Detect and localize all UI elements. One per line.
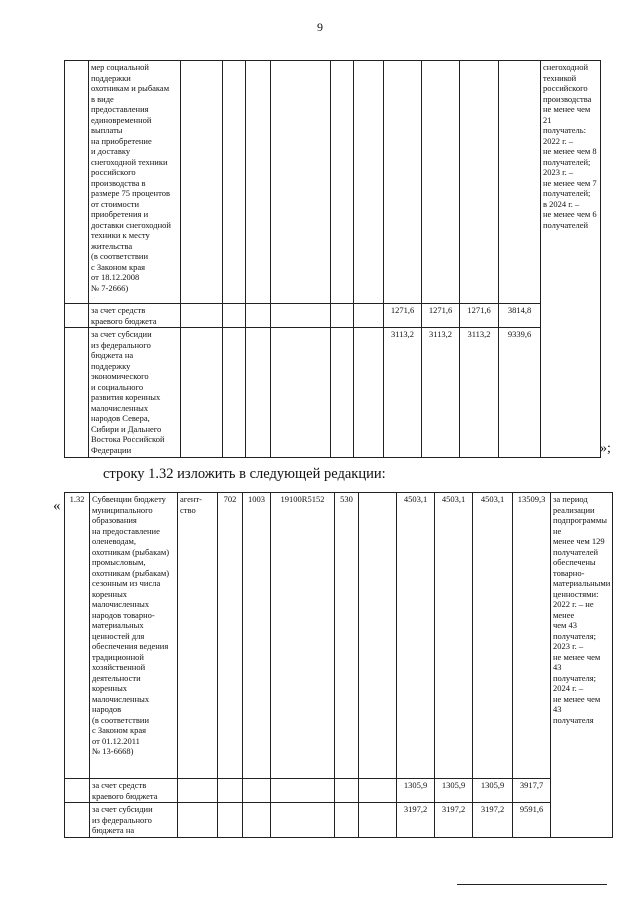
value-2023-cell: 3197,2 [435, 803, 473, 838]
section-cell: 1003 [243, 493, 271, 779]
value-2023-cell: 1271,6 [422, 304, 460, 328]
value-2023-cell: 3113,2 [422, 328, 460, 458]
value-2024-cell: 3197,2 [473, 803, 513, 838]
row-number-cell: 1.32 [65, 493, 90, 779]
funding-source-cell: за счет средств краевого бюджета [89, 304, 181, 328]
grbs-cell: 702 [218, 493, 243, 779]
funding-source-cell: за счет субсидии из федерального бюджета на [90, 803, 178, 838]
funding-source-cell: за счет субсидии из федерального бюджета на поддержку экономического и социального развития коренных малочисленных народов Севера, Сибири и Дальнего Востока Российской Федерации [89, 328, 181, 458]
closing-quote: »; [600, 441, 611, 456]
table-row [65, 779, 613, 803]
page-number: 9 [317, 20, 323, 34]
table-row [65, 803, 613, 838]
value-2022-cell: 3197,2 [397, 803, 435, 838]
target-article-cell: 19100R5152 [271, 493, 335, 779]
table-row [65, 493, 613, 779]
measure-name-cell: мер социальной поддержки охотникам и рыбакам в виде предоставления единовременной выплаты на приобретение и доставку снегоходной техники российского производства в размере 75 процентов от стоимости приобретения и доставки снегоходной техники к месту жительства (в соответствии с Законом края от 18.12.2008 № 7-2666) [89, 61, 181, 304]
program-table-row-1-32 [64, 492, 613, 838]
value-2024-cell: 3113,2 [460, 328, 499, 458]
value-2024-cell: 1271,6 [460, 304, 499, 328]
amendment-heading: строку 1.32 изложить в следующей редакции: [103, 466, 386, 482]
value-total-cell: 3917,7 [513, 779, 551, 803]
expected-result-cell: снегоходной техникой российского производства не менее чем 21 получатель: 2022 г. – не менее чем 8 получателей; 2023 г. – не менее чем 7 получателей; в 2024 г. – не менее чем 6 получателей [541, 61, 601, 458]
table-row [65, 328, 601, 458]
value-total-cell: 9591,6 [513, 803, 551, 838]
value-total-cell: 13509,3 [513, 493, 551, 779]
value-2022-cell: 1305,9 [397, 779, 435, 803]
funding-source-cell: за счет средств краевого бюджета [90, 779, 178, 803]
table-row [65, 61, 601, 304]
footer-divider [457, 884, 607, 885]
expected-result-cell: за период реализации подпрограммы не менее чем 129 получателей обеспечены товарно- материальными ценностями: 2022 г. – не менее чем 43 получателя; 2023 г. – не менее чем 43 получателя; 2024 г. – не менее чем 43 получателя [551, 493, 613, 838]
expense-type-cell: 530 [335, 493, 359, 779]
measure-name-cell: Субвенции бюджету муниципального образования на предоставление оленеводам, охотникам (рыбакам) промысловым, охотникам (рыбакам) сезонным из числа коренных малочисленных народов товарно- материальных ценностей для обеспечения ведения традиционной хозяйственной деятельности коренных малочисленных народов (в соответствии с Законом края от 01.12.2011 № 13-6668) [90, 493, 178, 779]
value-2023-cell: 1305,9 [435, 779, 473, 803]
value-2022-cell: 4503,1 [397, 493, 435, 779]
agency-cell: агент- ство [178, 493, 218, 779]
value-2022-cell: 3113,2 [384, 328, 422, 458]
value-2023-cell: 4503,1 [435, 493, 473, 779]
value-2024-cell: 1305,9 [473, 779, 513, 803]
value-total-cell: 3814,8 [499, 304, 541, 328]
value-2024-cell: 4503,1 [473, 493, 513, 779]
value-2022-cell: 1271,6 [384, 304, 422, 328]
program-table-continued [64, 60, 601, 458]
value-total-cell: 9339,6 [499, 328, 541, 458]
opening-quote: « [53, 498, 61, 514]
table-row [65, 304, 601, 328]
